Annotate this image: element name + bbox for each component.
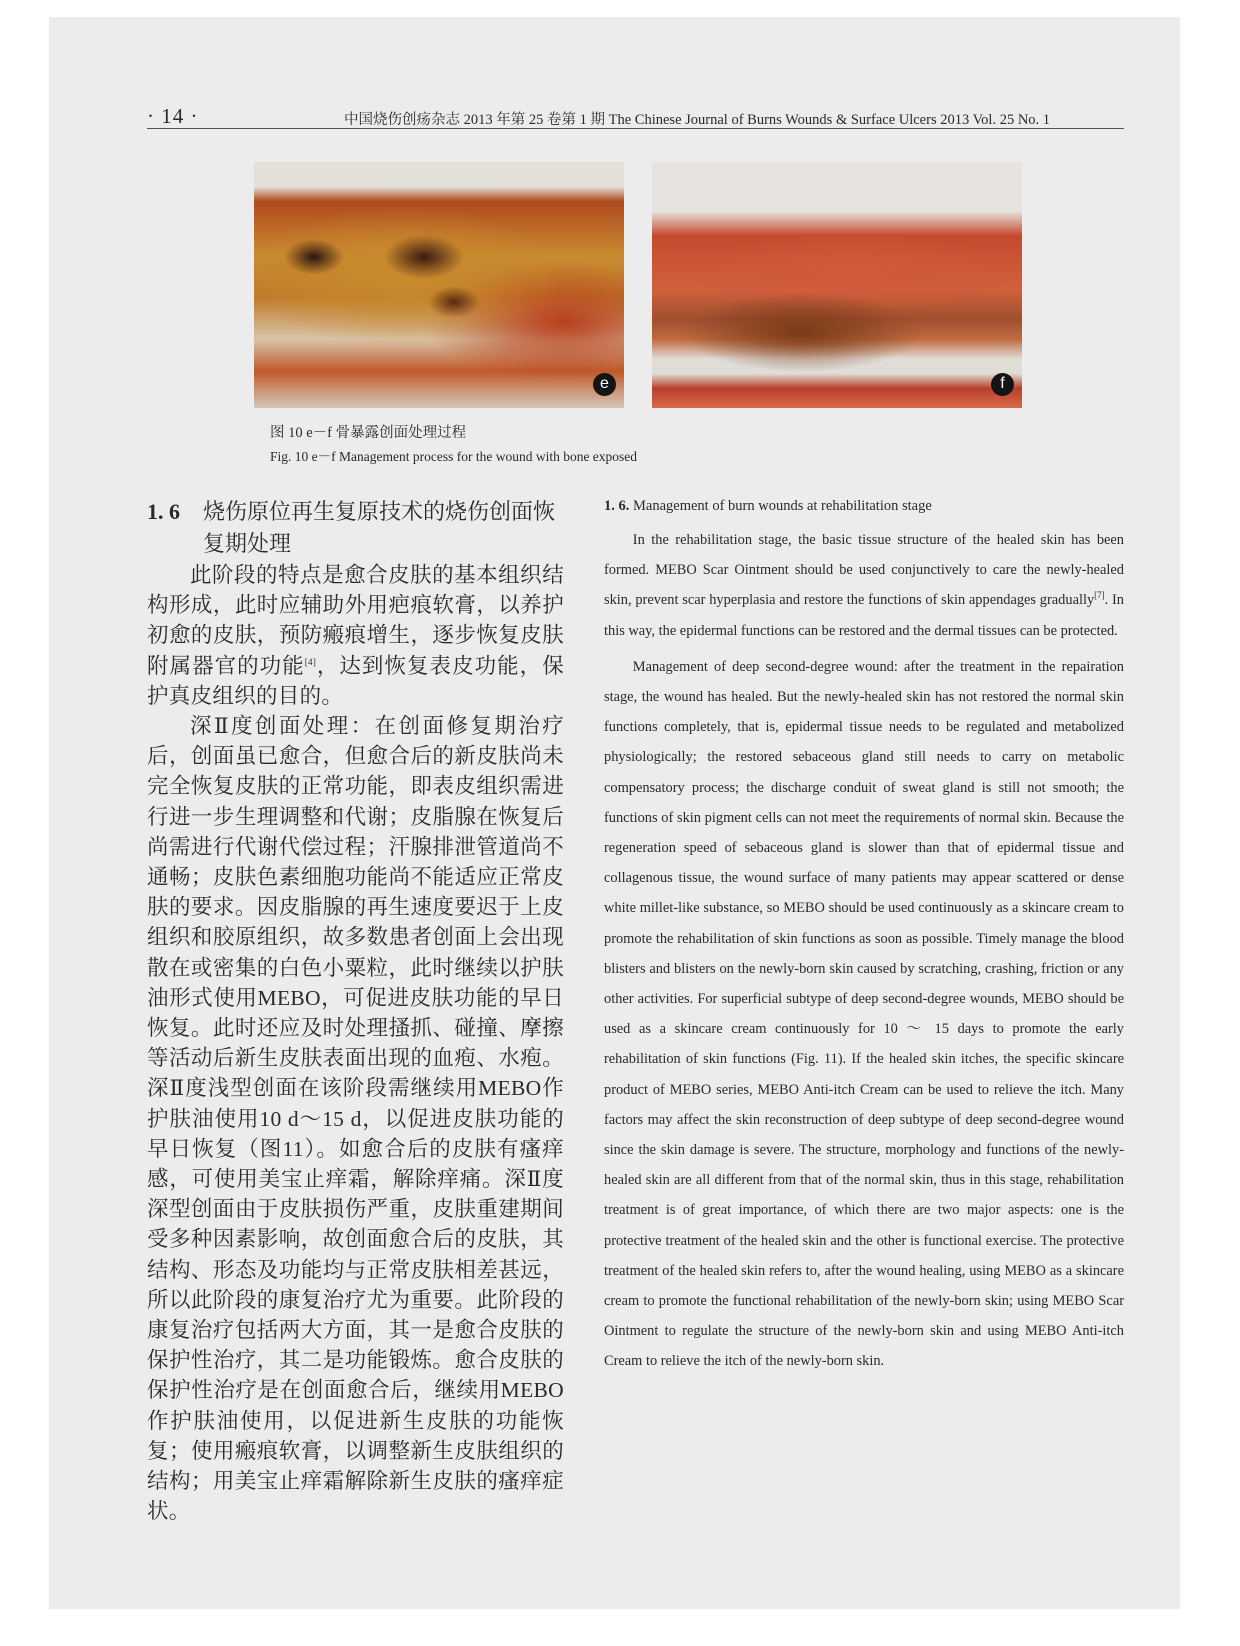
english-column: [604, 496, 1124, 1383]
chinese-section-heading: [147, 496, 564, 560]
chinese-paragraph-1: [147, 560, 564, 711]
english-paragraph-1: [604, 525, 1124, 646]
panel-e-label: e: [593, 373, 616, 396]
english-section-title: Management of burn wounds at rehabilitation stage: [633, 498, 932, 514]
figure-caption-english: Fig. 10 e－f Management process for the wound with bone exposed: [270, 449, 638, 464]
english-p1-text-b: . In this way, the epidermal functions can be restored and the dermal tissues can be protected.: [604, 592, 1125, 639]
chinese-section-number: 1. 6: [147, 499, 180, 524]
panel-f-label: f: [991, 373, 1014, 396]
chinese-paragraph-2: 深Ⅱ度创面处理：在创面修复期治疗后，创面虽已愈合，但愈合后的新皮肤尚未完全恢复皮肤的正常功能，即表皮组织需进行进一步生理调整和代谢；皮脂腺在恢复后尚需进行代谢代偿过程；汗腺排泄管道尚不通畅；皮肤色素细胞功能尚不能适应正常皮肤的要求。因皮脂腺的再生速度要迟于上皮组织和胶原组织，故多数患者创面上会出现散在或密集的白色小粟粒，此时继续以护肤油形式使用MEBO，可促进皮肤功能的早日恢复。此时还应及时处理搔抓、碰撞、摩擦等活动后新生皮肤表面出现的血疱、水疱。深Ⅱ度浅型创面在该阶段需继续用MEBO作护肤油使用10 d～15 d，以促进皮肤功能的早日恢复（图11）。如愈合后的皮肤有瘙痒感，可使用美宝止痒霜，解除痒痛。深Ⅱ度深型创面由于皮肤损伤严重，皮肤重建期间受多种因素影响，故创面愈合后的皮肤，其结构、形态及功能均与正常皮肤相差甚远，所以此阶段的康复治疗尤为重要。此阶段的康复治疗包括两大方面，其一是愈合皮肤的保护性治疗，其二是功能锻炼。愈合皮肤的保护性治疗是在创面愈合后，继续用MEBO作护肤油使用，以促进新生皮肤的功能恢复；使用瘢痕软膏，以调整新生皮肤组织的结构；用美宝止痒霜解除新生皮肤的瘙痒症状。: [147, 714, 564, 1524]
english-p1-text-a: In the rehabilitation stage, the basic tissue structure of the healed skin has been formed. MEBO Scar Ointment should be used conjunctively to care the newly-healed skin, prevent scar hyperplasia and restore the functions of skin appendages gradually: [604, 532, 1124, 609]
figure-panel-f: [652, 162, 1022, 408]
english-section-heading: [604, 496, 1124, 516]
figure-caption-chinese: 图 10 e－f 骨暴露创面处理过程: [270, 425, 467, 441]
page-number: · 14 ·: [147, 104, 199, 128]
english-citation-7: [7]: [1094, 590, 1105, 601]
chinese-p1-text-a: 此阶段的特点是愈合皮肤的基本组织结构形成，此时应辅助外用疤痕软膏，以养护初愈的皮肤，预防瘢痕增生，逐步恢复皮肤附属器官的功能: [147, 563, 564, 678]
chinese-column: [147, 496, 564, 1527]
running-head: 中国烧伤创疡杂志 2013 年第 25 卷第 1 期 The Chinese Journal of Burns Wounds & Surface Ulcers 2013 Vol. 25 No. 1: [344, 112, 1051, 128]
chinese-p1-text-b: ，达到恢复表皮功能，保护真皮组织的目的。: [147, 653, 564, 708]
figure-panel-e: [254, 162, 624, 408]
chinese-citation-4: [4]: [304, 656, 317, 667]
chinese-section-title: 烧伤原位再生复原技术的烧伤创面恢复期处理: [203, 499, 556, 556]
english-paragraph-2: Management of deep second-degree wound: after the treatment in the repairation stage, the wound has healed. But the newly-healed skin has not restored the normal skin functions completely, that is, epidermal tissue needs to be regulated and metabolized physiologically; the restored sebaceous gland still needs to carry on metabolic compensatory process; the discharge conduit of sweat gland is still not smooth; the functions of skin pigment cells can not meet the requirements of normal skin. Because the regeneration speed of sebaceous gland is slower than that of epidermal tissue and collagenous tissue, the wound surface of many patients may appear scattered or dense white millet-like substance, so MEBO should be used continuously as a skincare cream to promote the rehabilitation of skin functions as soon as possible. Timely manage the blood blisters and blisters on the newly-born skin caused by scratching, crashing, friction or any other activities. For superficial subtype of deep second-degree wounds, MEBO should be used as a skincare cream continuously for 10 ～ 15 days to promote the early rehabilitation of skin functions (Fig. 11). If the healed skin itches, the specific skincare product of MEBO series, MEBO Anti-itch Cream can be used to relieve the itch. Many factors may affect the skin reconstruction of deep subtype of deep second-degree wound since the skin damage is severe. The structure, morphology and functions of the newly-healed skin are all different from that of the normal skin, thus in this stage, rehabilitation treatment is of great importance, of which there are two major aspects: one is the protective treatment of the healed skin and the other is functional exercise. The protective treatment of the healed skin refers to, after the wound healing, using MEBO as a skincare cream to promote the functional rehabilitation of the newly-born skin; using MEBO Scar Ointment to regulate the structure of the newly-born skin and using MEBO Anti-itch Cream to relieve the itch of the newly-born skin.: [604, 658, 1124, 1370]
header-rule: [147, 128, 1124, 129]
english-section-number: 1. 6.: [604, 498, 630, 514]
